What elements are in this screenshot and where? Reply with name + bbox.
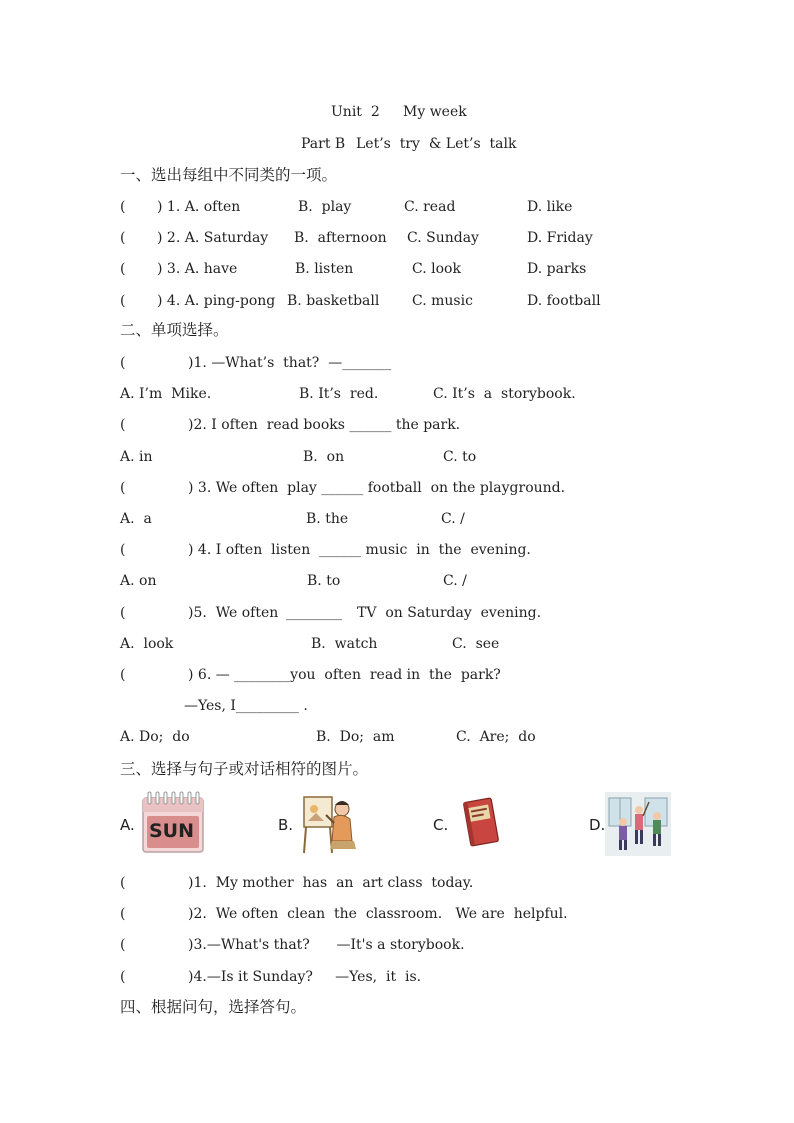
question-text: ) 2. A. Saturday <box>157 230 269 246</box>
question-5-text: )5. We often <box>188 605 279 621</box>
question-5-blank: ________ <box>286 605 342 621</box>
question-3-text: ) 3. We often play ______ football on the playground. <box>188 480 566 496</box>
question-4-text: ) 4. I often listen ______ music in the evening. <box>188 542 531 558</box>
storybook-icon[interactable] <box>461 796 501 848</box>
section1-heading: 一、选出每组中不同类的一项。 <box>120 166 338 184</box>
question-6-text: ) 6. — ________you often read in the park? <box>188 667 501 683</box>
question-text: ) 4. A. ping-pong <box>157 293 276 309</box>
question-6-reply: —Yes, I_________ . <box>184 698 308 714</box>
answer-paren[interactable]: ( <box>120 875 126 891</box>
answer-paren[interactable]: ( <box>120 230 126 246</box>
option-a: A. on <box>120 573 157 589</box>
question-text: ) 3. A. have <box>157 261 238 277</box>
matching-item-4: )4.—Is it Sunday? —Yes, it is. <box>188 969 422 985</box>
option-d: D. Friday <box>527 230 593 246</box>
answer-paren[interactable]: ( <box>120 937 126 953</box>
answer-paren[interactable]: ( <box>120 293 126 309</box>
picture-label-b: B. <box>278 816 294 834</box>
cleaning-classroom-icon[interactable] <box>605 792 671 856</box>
answer-paren[interactable]: ( <box>120 667 126 683</box>
option-b: B. the <box>306 511 349 527</box>
option-d: D. football <box>527 293 601 309</box>
answer-paren[interactable]: ( <box>120 542 126 558</box>
option-b: B. to <box>307 573 341 589</box>
question-text: ) 1. A. often <box>157 199 241 215</box>
calendar-day-text: SUN <box>149 820 195 842</box>
question-2-text: )2. I often read books ______ the park. <box>188 417 461 433</box>
answer-paren[interactable]: ( <box>120 480 126 496</box>
matching-item-2: )2. We often clean the classroom. We are helpful. <box>188 906 568 922</box>
option-b: B. afternoon <box>294 230 387 246</box>
answer-paren[interactable]: ( <box>120 417 126 433</box>
title-name: My week <box>403 104 467 120</box>
option-a: A. Do; do <box>120 729 190 745</box>
section4-heading: 四、根据问句，选择答句。 <box>120 998 307 1016</box>
option-c: C. read <box>404 199 456 215</box>
option-c: C. / <box>443 573 467 589</box>
picture-label-a: A. <box>120 816 135 834</box>
option-b: B. listen <box>295 261 354 277</box>
answer-paren[interactable]: ( <box>120 605 126 621</box>
picture-label-d: D. <box>589 816 606 834</box>
answer-paren[interactable]: ( <box>120 355 126 371</box>
picture-label-c: C. <box>433 816 449 834</box>
option-a: A. in <box>120 449 153 465</box>
title-lesson: Let’s try & Let’s talk <box>356 136 517 152</box>
artist-painting-icon[interactable] <box>300 791 358 855</box>
section3-heading: 三、选择与句子或对话相符的图片。 <box>120 760 369 778</box>
option-d: D. like <box>527 199 573 215</box>
option-c: C. to <box>443 449 477 465</box>
option-b: B. play <box>298 199 352 215</box>
option-c: C. Sunday <box>407 230 479 246</box>
question-5-rest: TV on Saturday evening. <box>357 605 542 621</box>
matching-item-1: )1. My mother has an art class today. <box>188 875 474 891</box>
option-b: B. basketball <box>287 293 380 309</box>
option-a: A. look <box>120 636 174 652</box>
question-1-text: )1. —What’s that? —_______ <box>188 355 392 371</box>
option-c: C. look <box>412 261 461 277</box>
option-b: B. on <box>303 449 345 465</box>
option-b: B. Do; am <box>316 729 395 745</box>
section2-heading: 二、单项选择。 <box>120 321 229 339</box>
answer-paren[interactable]: ( <box>120 906 126 922</box>
option-b: B. watch <box>311 636 378 652</box>
option-c: C. / <box>441 511 465 527</box>
option-d: D. parks <box>527 261 587 277</box>
matching-item-3: )3.—What's that? —It's a storybook. <box>188 937 465 953</box>
answer-paren[interactable]: ( <box>120 969 126 985</box>
option-b: B. It’s red. <box>299 386 379 402</box>
title-unit: Unit 2 <box>331 104 380 120</box>
option-c: C. see <box>452 636 500 652</box>
option-c: C. music <box>412 293 473 309</box>
option-c: C. It’s a storybook. <box>433 386 576 402</box>
option-a: A. a <box>120 511 152 527</box>
title-part: Part B <box>301 136 346 152</box>
answer-paren[interactable]: ( <box>120 261 126 277</box>
option-c: C. Are; do <box>456 729 536 745</box>
answer-paren[interactable]: ( <box>120 199 126 215</box>
option-a: A. I’m Mike. <box>120 386 212 402</box>
